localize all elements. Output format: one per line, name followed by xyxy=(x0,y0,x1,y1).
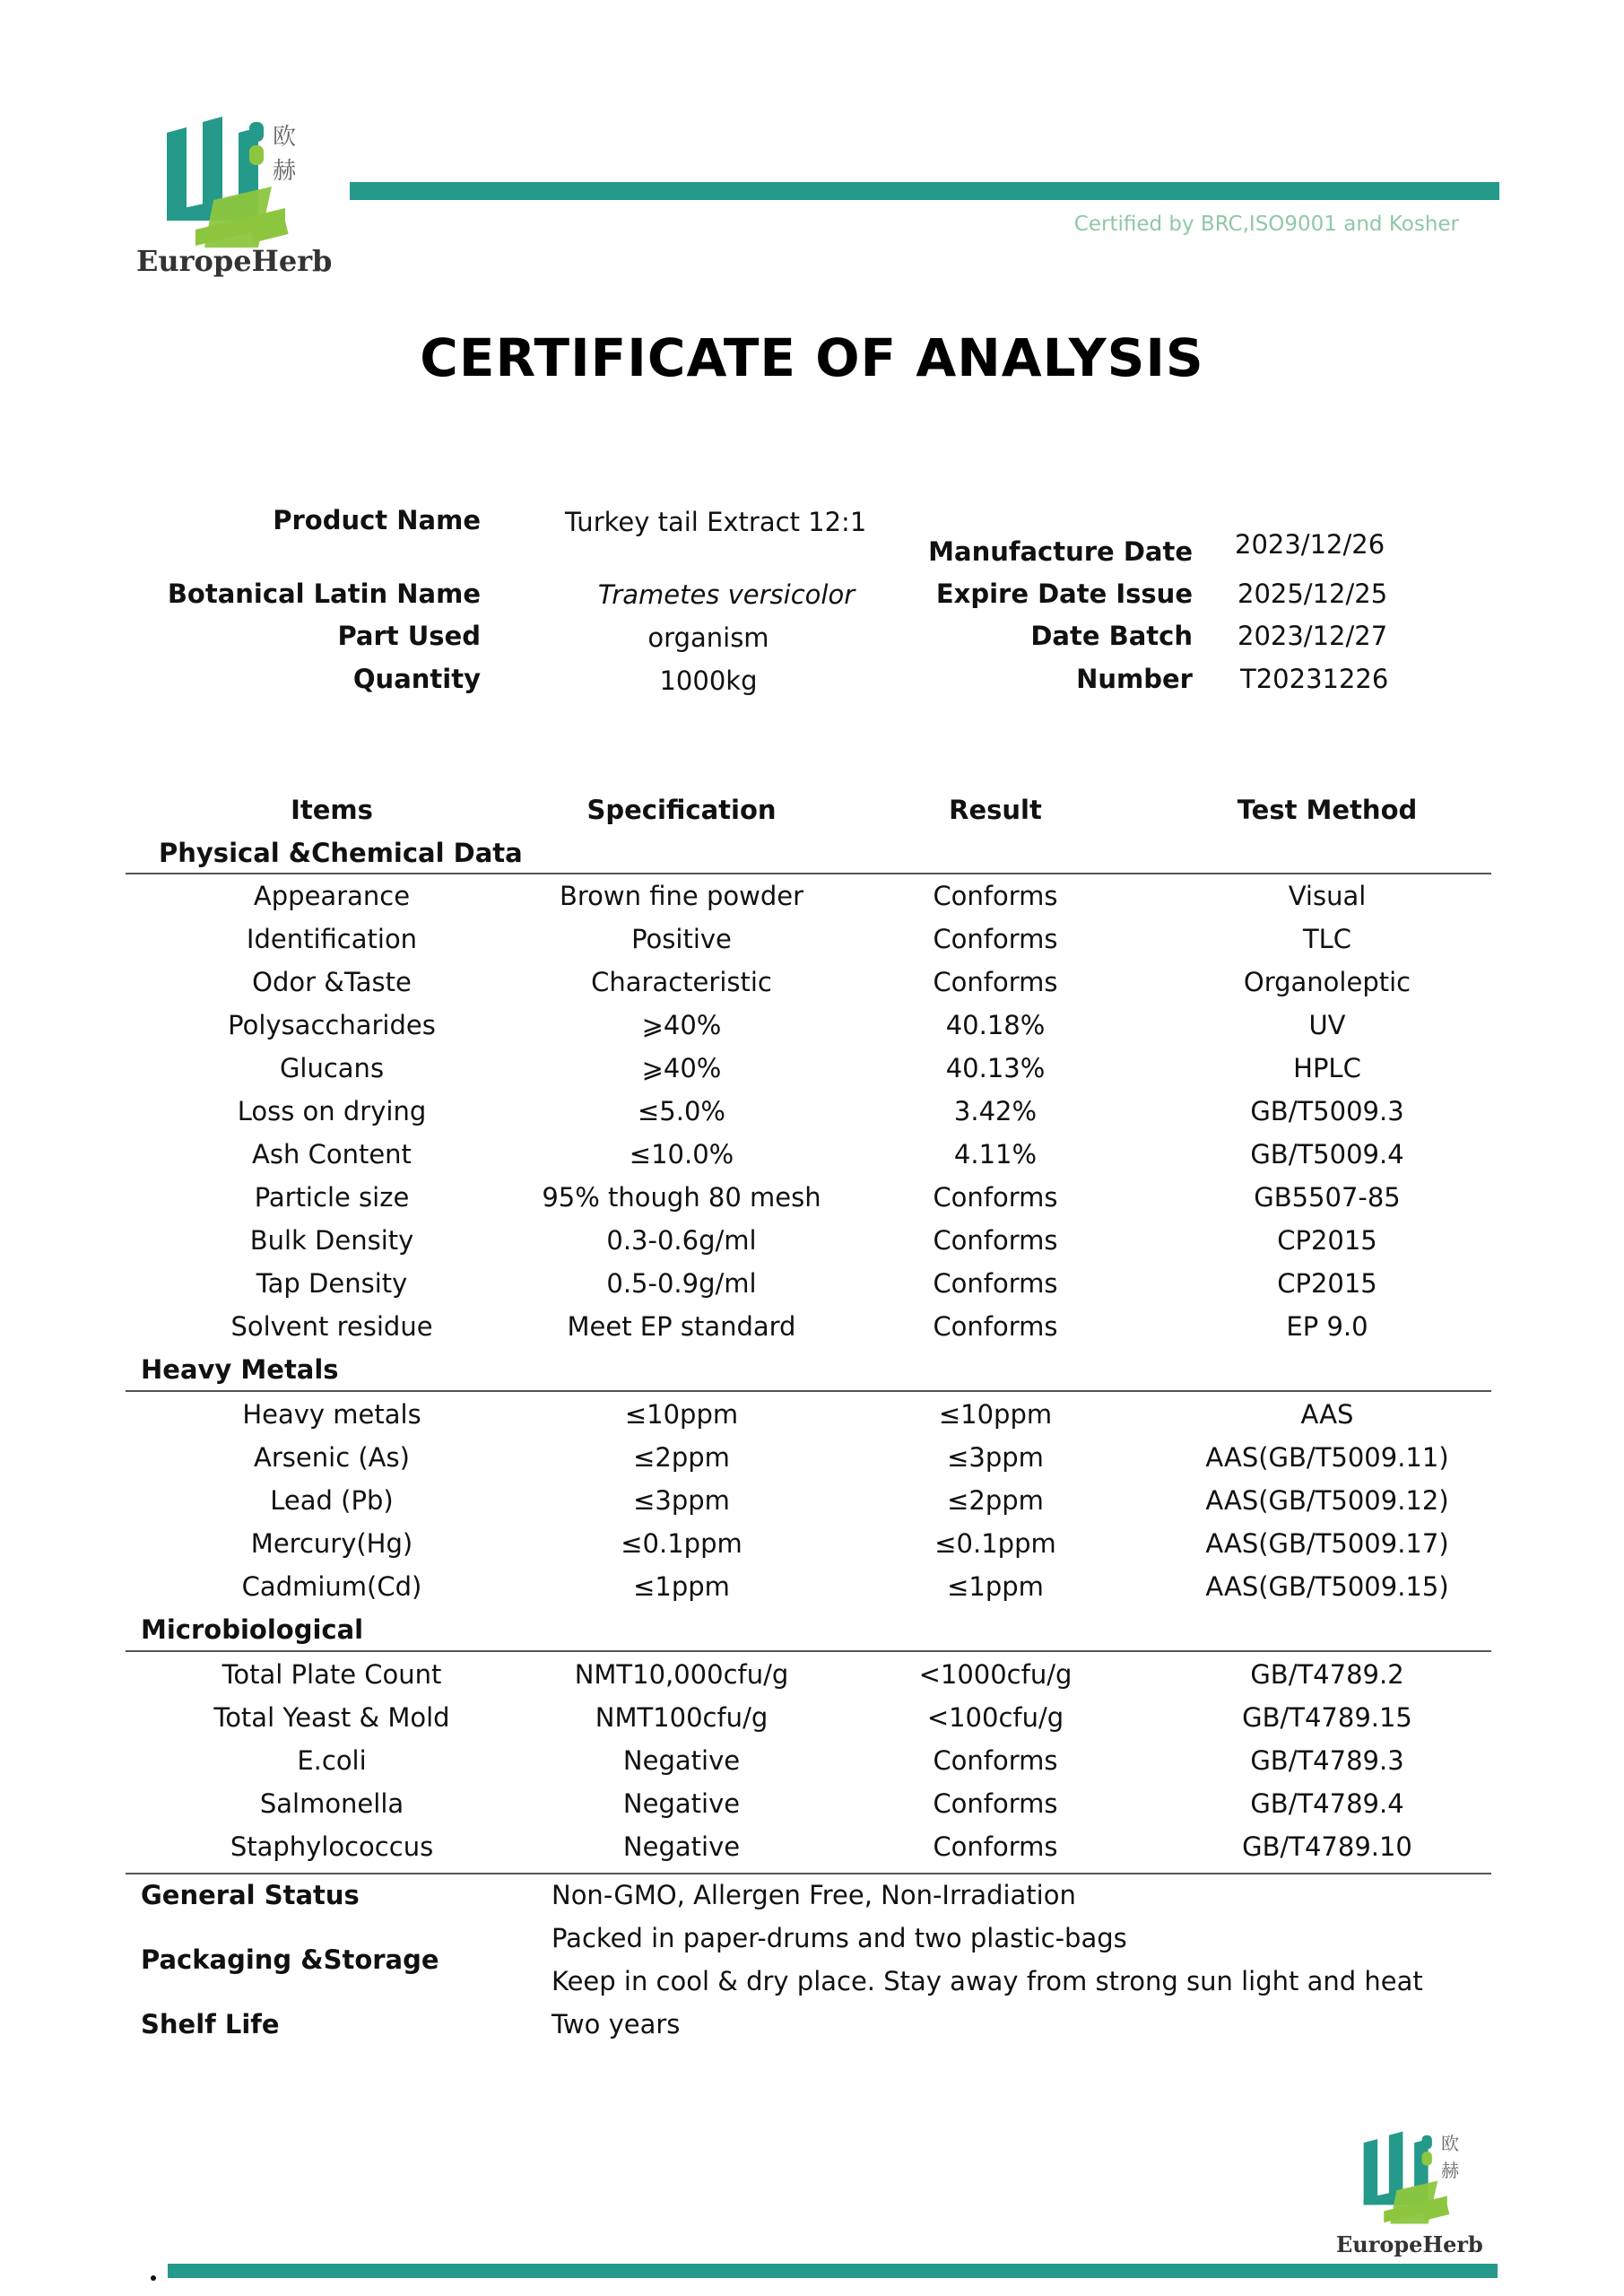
method-cell: TLC xyxy=(1302,924,1352,954)
result-cell: ≤1ppm xyxy=(947,1571,1044,1602)
product-name-value: Turkey tail Extract 12:1 xyxy=(565,507,867,537)
item-cell: Loss on drying xyxy=(237,1096,427,1126)
spec-cell: 0.3-0.6g/ml xyxy=(606,1225,757,1256)
method-cell: HPLC xyxy=(1293,1053,1361,1083)
col-header-test-method: Test Method xyxy=(1237,795,1418,825)
result-cell: ≤0.1ppm xyxy=(934,1528,1056,1559)
logo-cjk-bottom: 赫 xyxy=(273,158,297,185)
spec-cell: ≤2ppm xyxy=(633,1442,730,1473)
number-value: T20231226 xyxy=(1240,664,1389,694)
method-cell: CP2015 xyxy=(1277,1268,1377,1299)
table-row xyxy=(0,1182,1624,1225)
spec-cell: Characteristic xyxy=(591,967,772,997)
item-cell: Polysaccharides xyxy=(228,1010,436,1040)
col-header-items: Items xyxy=(291,795,373,825)
spec-cell: ⩾40% xyxy=(641,1053,722,1083)
logo-cjk-bottom: 赫 xyxy=(1441,2160,1459,2181)
section-divider xyxy=(126,1650,1491,1652)
item-cell: Solvent residue xyxy=(230,1311,433,1342)
logo-cjk-top: 欧 xyxy=(1441,2133,1459,2154)
spec-cell: Negative xyxy=(622,1831,741,1862)
method-cell: AAS(GB/T5009.15) xyxy=(1205,1571,1449,1602)
spec-cell: NMT10,000cfu/g xyxy=(574,1659,789,1690)
table-row xyxy=(0,1053,1624,1096)
item-cell: Cadmium(Cd) xyxy=(241,1571,422,1602)
section-title-microbiological: Microbiological xyxy=(141,1614,364,1645)
table-row xyxy=(0,1831,1624,1874)
table-row xyxy=(0,1571,1624,1614)
result-cell: Conforms xyxy=(933,1831,1058,1862)
method-cell: GB/T5009.3 xyxy=(1250,1096,1404,1126)
item-cell: Bulk Density xyxy=(249,1225,414,1256)
method-cell: GB/T4789.15 xyxy=(1242,1702,1412,1733)
table-row xyxy=(0,967,1624,1010)
method-cell: GB/T5009.4 xyxy=(1250,1139,1404,1170)
spec-cell: Negative xyxy=(622,1745,741,1776)
result-cell: Conforms xyxy=(933,1788,1058,1819)
table-row xyxy=(0,1442,1624,1485)
spec-cell: ≤5.0% xyxy=(638,1096,725,1126)
section-title-physical-chemical: Physical &Chemical Data xyxy=(159,838,523,868)
general-status-label: General Status xyxy=(141,1880,360,1910)
method-cell: AAS(GB/T5009.17) xyxy=(1205,1528,1449,1559)
item-cell: Identification xyxy=(246,924,418,954)
packaging-line-1: Packed in paper-drums and two plastic-bags xyxy=(551,1923,1127,1953)
result-cell: Conforms xyxy=(933,1182,1058,1213)
method-cell: AAS(GB/T5009.12) xyxy=(1205,1485,1449,1516)
footer-accent-bar xyxy=(168,2264,1498,2278)
table-row xyxy=(0,1311,1624,1354)
expire-date-value: 2025/12/25 xyxy=(1238,578,1388,609)
page-dot xyxy=(151,2275,156,2281)
latin-name-value: Trametes versicolor xyxy=(597,579,855,610)
table-row xyxy=(0,1399,1624,1442)
table-row xyxy=(0,1659,1624,1702)
table-row xyxy=(0,1745,1624,1788)
item-cell: Total Yeast & Mold xyxy=(213,1702,450,1733)
result-cell: <1000cfu/g xyxy=(918,1659,1073,1690)
result-cell: Conforms xyxy=(933,1311,1058,1342)
result-cell: ≤3ppm xyxy=(947,1442,1044,1473)
quantity-label: Quantity xyxy=(352,664,481,694)
table-row xyxy=(0,1268,1624,1311)
result-cell: ≤2ppm xyxy=(947,1485,1044,1516)
product-name-label: Product Name xyxy=(273,505,481,535)
manufacture-date-label: Manufacture Date xyxy=(928,536,1193,567)
result-cell: Conforms xyxy=(933,1225,1058,1256)
result-cell: 40.13% xyxy=(945,1053,1046,1083)
spec-cell: ≤1ppm xyxy=(633,1571,730,1602)
item-cell: Ash Content xyxy=(252,1139,412,1170)
spec-cell: ⩾40% xyxy=(641,1010,722,1040)
document-title: CERTIFICATE OF ANALYSIS xyxy=(420,327,1204,388)
result-cell: Conforms xyxy=(933,1745,1058,1776)
table-row xyxy=(0,881,1624,924)
certification-note: Certified by BRC,ISO9001 and Kosher xyxy=(1073,213,1459,236)
method-cell: GB/T4789.2 xyxy=(1250,1659,1404,1690)
latin-name-label: Botanical Latin Name xyxy=(167,578,481,609)
spec-cell: Positive xyxy=(631,924,732,954)
spec-cell: NMT100cfu/g xyxy=(595,1702,769,1733)
section-divider xyxy=(126,873,1491,874)
shelf-life-value: Two years xyxy=(551,2009,681,2039)
method-cell: Organoleptic xyxy=(1243,967,1411,997)
packaging-line-2: Keep in cool & dry place. Stay away from strong sun light and heat xyxy=(551,1966,1423,1996)
part-used-label: Part Used xyxy=(337,621,481,651)
spec-cell: ≤0.1ppm xyxy=(621,1528,743,1559)
logo-cjk-top: 欧 xyxy=(273,124,297,151)
item-cell: Appearance xyxy=(253,881,411,911)
item-cell: Tap Density xyxy=(256,1268,408,1299)
table-end-divider xyxy=(126,1873,1491,1874)
part-used-value: organism xyxy=(647,622,769,653)
result-cell: 3.42% xyxy=(953,1096,1038,1126)
method-cell: GB5507-85 xyxy=(1254,1182,1401,1213)
spec-cell: 0.5-0.9g/ml xyxy=(606,1268,757,1299)
method-cell: GB/T4789.10 xyxy=(1242,1831,1412,1862)
general-status-value: Non-GMO, Allergen Free, Non-Irradiation xyxy=(551,1880,1076,1910)
result-cell: Conforms xyxy=(933,924,1058,954)
spec-cell: ≤10.0% xyxy=(629,1139,734,1170)
spec-cell: Brown fine powder xyxy=(560,881,803,911)
table-row xyxy=(0,1702,1624,1745)
table-row xyxy=(0,1528,1624,1571)
table-row xyxy=(0,1010,1624,1053)
result-cell: Conforms xyxy=(933,967,1058,997)
result-cell: <100cfu/g xyxy=(926,1702,1064,1733)
section-title-heavy-metals: Heavy Metals xyxy=(141,1354,339,1385)
method-cell: EP 9.0 xyxy=(1286,1311,1368,1342)
method-cell: CP2015 xyxy=(1277,1225,1377,1256)
result-cell: 40.18% xyxy=(945,1010,1046,1040)
header-accent-bar xyxy=(350,182,1499,200)
quantity-value: 1000kg xyxy=(659,665,758,696)
manufacture-date-value: 2023/12/26 xyxy=(1235,529,1385,560)
col-header-result: Result xyxy=(949,795,1042,825)
number-label: Number xyxy=(1076,664,1193,694)
item-cell: Mercury(Hg) xyxy=(250,1528,413,1559)
footer-logo xyxy=(1359,2127,1466,2228)
table-row xyxy=(0,1485,1624,1528)
col-header-specification: Specification xyxy=(586,795,777,825)
spec-cell: Negative xyxy=(622,1788,741,1819)
table-row xyxy=(0,1225,1624,1268)
result-cell: ≤10ppm xyxy=(938,1399,1053,1430)
item-cell: Arsenic (As) xyxy=(254,1442,410,1473)
result-cell: Conforms xyxy=(933,1268,1058,1299)
method-cell: AAS(GB/T5009.11) xyxy=(1205,1442,1449,1473)
spec-cell: 95% though 80 mesh xyxy=(542,1182,821,1213)
method-cell: UV xyxy=(1308,1010,1346,1040)
expire-date-label: Expire Date Issue xyxy=(935,578,1193,609)
spec-cell: ≤10ppm xyxy=(624,1399,739,1430)
table-row xyxy=(0,1096,1624,1139)
result-cell: Conforms xyxy=(933,881,1058,911)
company-logo xyxy=(160,115,312,249)
footer-brand-name: EuropeHerb xyxy=(1336,2231,1483,2257)
method-cell: GB/T4789.3 xyxy=(1250,1745,1404,1776)
item-cell: Salmonella xyxy=(259,1788,404,1819)
spec-cell: Meet EP standard xyxy=(567,1311,796,1342)
table-row xyxy=(0,1139,1624,1182)
item-cell: Glucans xyxy=(279,1053,385,1083)
table-row xyxy=(0,924,1624,967)
section-divider xyxy=(126,1390,1491,1392)
brand-name: EuropeHerb xyxy=(136,244,333,278)
result-cell: 4.11% xyxy=(953,1139,1038,1170)
method-cell: AAS xyxy=(1300,1399,1354,1430)
item-cell: Lead (Pb) xyxy=(270,1485,394,1516)
table-row xyxy=(0,1788,1624,1831)
item-cell: E.coli xyxy=(297,1745,367,1776)
spec-cell: ≤3ppm xyxy=(633,1485,730,1516)
item-cell: Staphylococcus xyxy=(230,1831,434,1862)
packaging-label: Packaging &Storage xyxy=(141,1944,439,1975)
item-cell: Particle size xyxy=(254,1182,410,1213)
method-cell: Visual xyxy=(1288,881,1367,911)
item-cell: Heavy metals xyxy=(242,1399,421,1430)
date-batch-label: Date Batch xyxy=(1030,621,1193,651)
item-cell: Total Plate Count xyxy=(221,1659,442,1690)
method-cell: GB/T4789.4 xyxy=(1250,1788,1404,1819)
date-batch-value: 2023/12/27 xyxy=(1238,621,1388,651)
shelf-life-label: Shelf Life xyxy=(141,2009,280,2039)
item-cell: Odor &Taste xyxy=(252,967,412,997)
